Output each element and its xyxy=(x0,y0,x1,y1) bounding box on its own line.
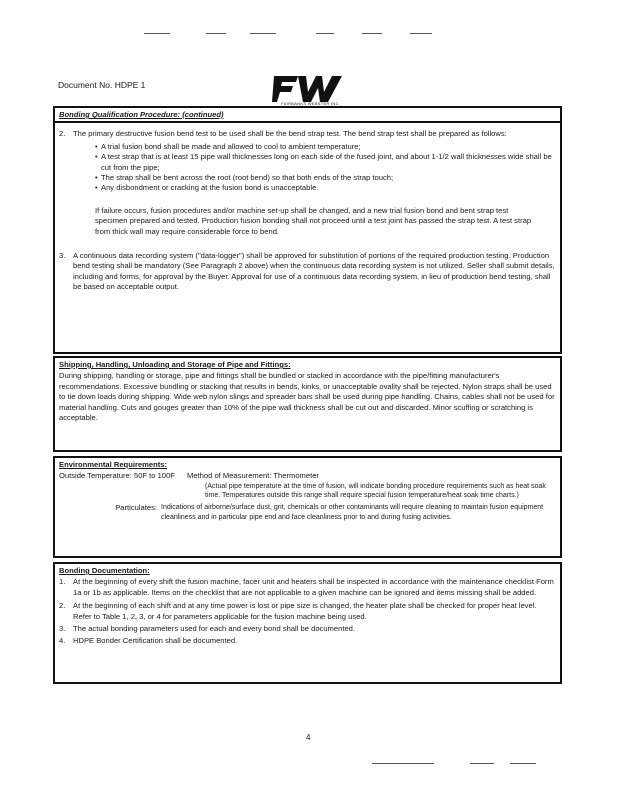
logo-subtext: FAIRBANKS WEBSTER INC xyxy=(281,101,339,106)
temperature-detail: (Actual pipe temperature at the time of fusion, will indicate bonding procedure requirements such as heat soak time. Temperatures outside this range shall require special fusion temperature/heat soak time charts.) xyxy=(205,482,546,500)
list-item xyxy=(59,251,556,293)
bullet-item: • The strap shall be bent across the root (root bend) so that both ends of the strap touch; xyxy=(95,173,556,183)
list-item xyxy=(59,129,556,139)
item-text: A continuous data recording system ("data-logger") shall be approved for substitution of portions of the required production testing. Production bend testing shall be mandatory (See Paragraph 2 above) when the continuous data recording system is not utilized. Seller shall submit details, including and forms, for approval by the Buyer. Approval for use of a continuous data recording system, in lieu of production bend testing, shall be based on acceptable output. xyxy=(73,251,555,292)
header-rule xyxy=(250,33,276,34)
section-heading: Environmental Requirements: xyxy=(59,460,168,469)
footer-rule xyxy=(470,763,494,764)
company-logo xyxy=(272,74,344,104)
list-item xyxy=(59,577,556,598)
temperature-row xyxy=(59,471,556,481)
footer-rule xyxy=(510,763,536,764)
bonding-documentation-section xyxy=(53,562,562,684)
footer-rule xyxy=(372,763,434,764)
measurement-method-label: Method of Measurement: Thermometer xyxy=(187,471,319,481)
list-item xyxy=(59,601,556,622)
item-text: The actual bonding parameters used for each and every bond shall be documented. xyxy=(73,624,355,634)
bullet-item: • Any disbondment or cracking at the fusion bond is unacceptable. xyxy=(95,183,556,193)
failure-paragraph: If failure occurs, fusion procedures and/or machine set-up shall be changed, and a new trial fusion bond and bent strap test specimen prepared and tested. Production fusion bonding shall not proceed until a test joint has passed the strap test. A test strap from thick wall may require considerable force to bend. xyxy=(95,205,532,236)
section-heading: Shipping, Handling, Unloading and Storage of Pipe and Fittings: xyxy=(59,360,291,369)
item-text: The primary destructive fusion bend test to be used shall be the bend strap test. The bend strap test shall be prepared as follows: xyxy=(73,129,507,139)
list-item xyxy=(59,636,556,646)
item-number: 2. xyxy=(59,129,66,139)
item-text: At the beginning of each shift and at any time power is lost or pipe size is changed, the heater plate shall be checked for proper heat level. Refer to Table 1, 2, 3, or 4 for parameters applicable for the fusion machine being used. xyxy=(73,601,537,621)
header-rule xyxy=(144,33,170,34)
item-number: 3. xyxy=(59,251,66,261)
header-rule xyxy=(410,33,432,34)
particulates-text: Indications of airborne/surface dust, grit, chemicals or other contaminants will require cleaning to maintain fusion equipment cleanliness and in particular pipe end and face cleanliness prior to and during fusing activities. xyxy=(161,504,544,521)
bullet-item: • A test strap that is at least 15 pipe wall thicknesses long on each side of the fused joint, and about 1-1/2 wall thicknesses wide shall be cut from the pipe; xyxy=(95,152,556,173)
item-number: 1. xyxy=(59,577,66,587)
bullet-list xyxy=(95,142,556,194)
item-number: 3. xyxy=(59,624,66,634)
section-heading: Bonding Qualification Procedure: (continued) xyxy=(55,108,560,123)
bullet-item: • A trial fusion bond shall be made and allowed to cool to ambient temperature; xyxy=(95,142,556,152)
page-number: 4 xyxy=(306,733,311,742)
shipping-paragraph: During shipping, handling or storage, pipe and fittings shall be bundled or stacked in accordance with the pipe/fitting manufacturer's recommendations. Excessive bundling or stacking that results in bends, kinks, or unacceptable ovality shall be rejected. Nylon straps shall be used to tie down loads during shipping. Wide web nylon slings and spreader bars shall be used during pipe handling. Chains, cables shall not be used for material handling. Cuts and gouges greater than 10% of the pipe wall thickness shall be cut out and discarded. Minor scuffing or scratching is acceptable. xyxy=(59,371,555,423)
item-number: 2. xyxy=(59,601,66,611)
environmental-section xyxy=(53,456,562,558)
list-item xyxy=(59,624,556,634)
shipping-section xyxy=(53,356,562,452)
outside-temperature-label: Outside Temperature: 50F to 100F xyxy=(59,471,175,481)
bonding-qualification-section xyxy=(53,106,562,354)
particulates-label: Particulates: xyxy=(115,503,157,512)
section-heading: Bonding Documentation: xyxy=(59,566,150,575)
item-text: At the beginning of every shift the fusion machine, facer unit and heaters shall be inspected in accordance with the maintenance checklist Form 1a or 1b as applicable. Items on the checklist that are not applicable to a given machine can be ignored and items missing shall be added. xyxy=(73,577,554,597)
item-number: 4. xyxy=(59,636,66,646)
header-rule xyxy=(316,33,334,34)
header-rule xyxy=(206,33,226,34)
document-number: Document No. HDPE 1 xyxy=(58,80,146,90)
particulates-row xyxy=(59,503,556,522)
header-rule xyxy=(362,33,382,34)
item-text: HDPE Bonder Certification shall be documented. xyxy=(73,636,238,646)
